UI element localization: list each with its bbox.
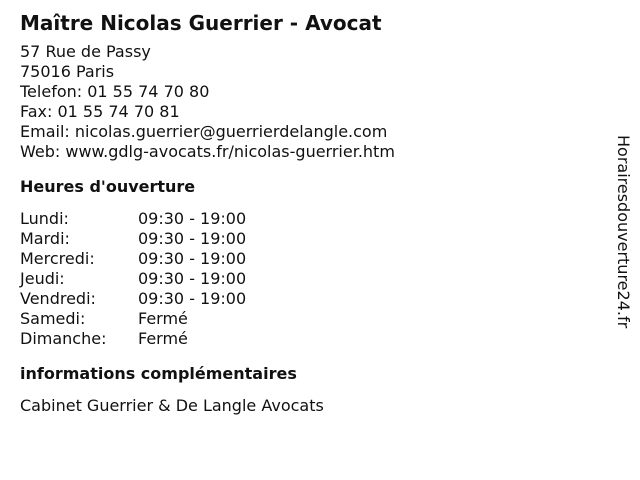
day-label: Mardi: [20,229,70,248]
day-label: Samedi: [20,309,86,328]
hours-row-thursday [20,269,600,289]
time-value: 09:30 - 19:00 [138,269,247,288]
email-line: Email: nicolas.guerrier@guerrierdelangle.com [20,122,388,141]
site-watermark: Horairesdouverture24.fr [614,135,633,329]
fax-line: Fax: 01 55 74 70 81 [20,102,180,121]
time-value: 09:30 - 19:00 [138,229,247,248]
day-label: Vendredi: [20,289,96,308]
web-line: Web: www.gdlg-avocats.fr/nicolas-guerrier.htm [20,142,395,161]
hours-row-friday [20,289,600,309]
time-value: Fermé [138,309,188,328]
extra-info-heading: informations complémentaires [20,364,297,383]
hours-row-monday [20,209,600,229]
hours-row-tuesday [20,229,600,249]
hours-table [20,209,600,349]
address-block [20,42,600,162]
time-value: 09:30 - 19:00 [138,209,247,228]
page-title: Maître Nicolas Guerrier - Avocat [20,11,382,35]
day-label: Lundi: [20,209,69,228]
city-line: 75016 Paris [20,62,115,81]
day-label: Dimanche: [20,329,107,348]
hours-row-sunday [20,329,600,349]
extra-info-text: Cabinet Guerrier & De Langle Avocats [20,396,324,415]
hours-row-wednesday [20,249,600,269]
hours-row-saturday [20,309,600,329]
time-value: 09:30 - 19:00 [138,289,247,308]
day-label: Mercredi: [20,249,95,268]
time-value: Fermé [138,329,188,348]
time-value: 09:30 - 19:00 [138,249,247,268]
street-line: 57 Rue de Passy [20,42,151,61]
phone-line: Telefon: 01 55 74 70 80 [20,82,210,101]
business-card [20,10,600,416]
hours-heading: Heures d'ouverture [20,177,196,196]
day-label: Jeudi: [20,269,65,288]
